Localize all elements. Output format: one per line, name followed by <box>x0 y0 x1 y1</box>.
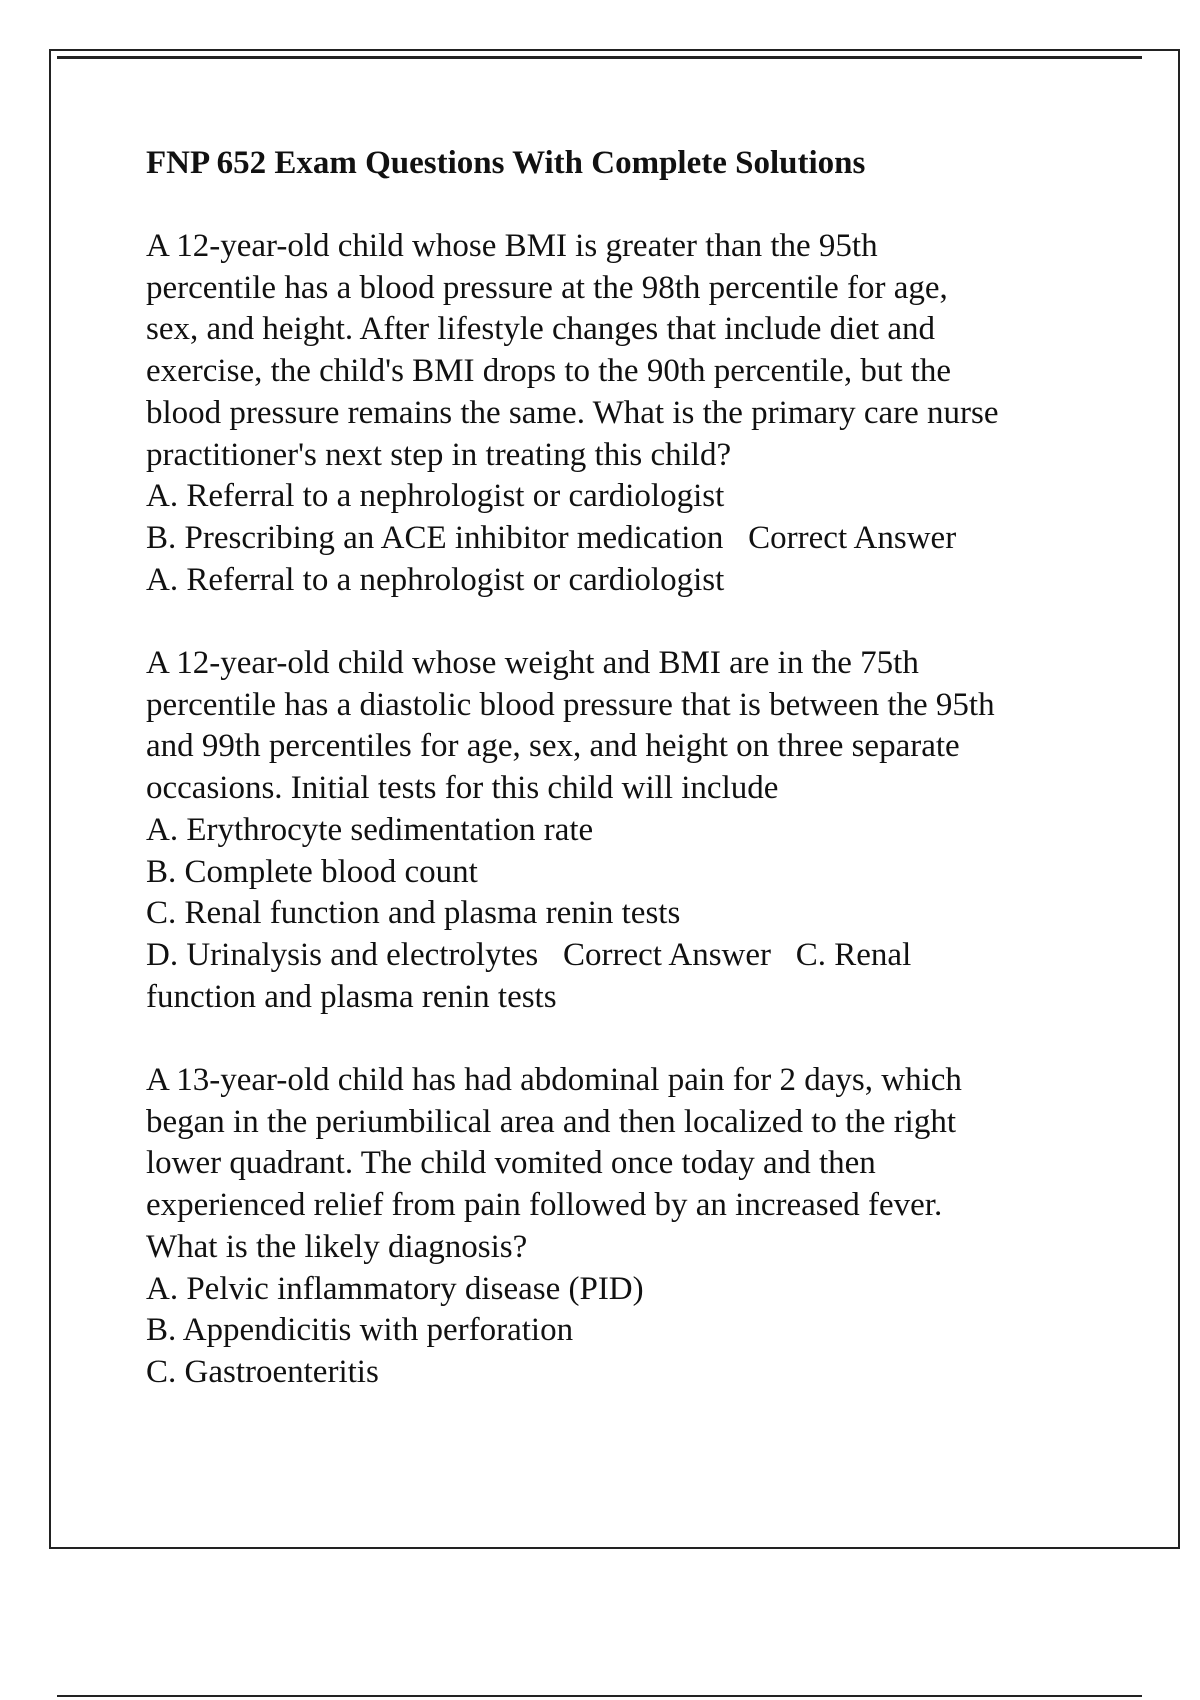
document-body <box>146 142 1146 1435</box>
question-line: B. Prescribing an ACE inhibitor medication Correct Answer <box>146 519 957 556</box>
question-line: experienced relief from pain followed by an increased fever. <box>146 1187 943 1224</box>
question-line: occasions. Initial tests for this child will include <box>146 770 779 807</box>
question-line: C. Renal function and plasma renin tests <box>146 895 681 932</box>
question-line: exercise, the child's BMI drops to the 90th percentile, but the <box>146 353 952 390</box>
question-block <box>146 1060 1146 1394</box>
question-line: blood pressure remains the same. What is the primary care nurse <box>146 394 999 431</box>
question-list <box>146 226 1146 1394</box>
question-line: D. Urinalysis and electrolytes Correct Answer C. Renal <box>146 936 912 973</box>
question-line: lower quadrant. The child vomited once today and then <box>146 1145 876 1182</box>
question-line: and 99th percentiles for age, sex, and height on three separate <box>146 728 960 765</box>
question-line: A. Erythrocyte sedimentation rate <box>146 811 594 848</box>
question-block <box>146 643 1146 1018</box>
question-line: A 12-year-old child whose BMI is greater than the 95th <box>146 228 878 264</box>
document-title: FNP 652 Exam Questions With Complete Solutions <box>146 145 866 181</box>
question-line: A 13-year-old child has had abdominal pain for 2 days, which <box>146 1062 962 1099</box>
question-line: B. Complete blood count <box>146 853 478 890</box>
header-rule <box>57 56 1142 59</box>
question-line: function and plasma renin tests <box>146 978 557 1015</box>
question-line: percentile has a blood pressure at the 98th percentile for age, <box>146 269 948 306</box>
question-line: practitioner's next step in treating this child? <box>146 436 732 473</box>
question-line: A 12-year-old child whose weight and BMI are in the 75th <box>146 645 919 682</box>
question-line: percentile has a diastolic blood pressure that is between the 95th <box>146 686 995 723</box>
question-line: sex, and height. After lifestyle changes that include diet and <box>146 311 936 348</box>
question-line: A. Referral to a nephrologist or cardiologist <box>146 478 725 515</box>
question-line: C. Gastroenteritis <box>146 1353 379 1390</box>
question-line: What is the likely diagnosis? <box>146 1228 528 1265</box>
question-line: A. Pelvic inflammatory disease (PID) <box>146 1270 644 1307</box>
question-line: A. Referral to a nephrologist or cardiologist <box>146 561 725 598</box>
question-block <box>146 226 1146 601</box>
question-line: began in the periumbilical area and then localized to the right <box>146 1103 957 1140</box>
question-line: B. Appendicitis with perforation <box>146 1312 574 1349</box>
footer-rule <box>57 1695 1142 1697</box>
